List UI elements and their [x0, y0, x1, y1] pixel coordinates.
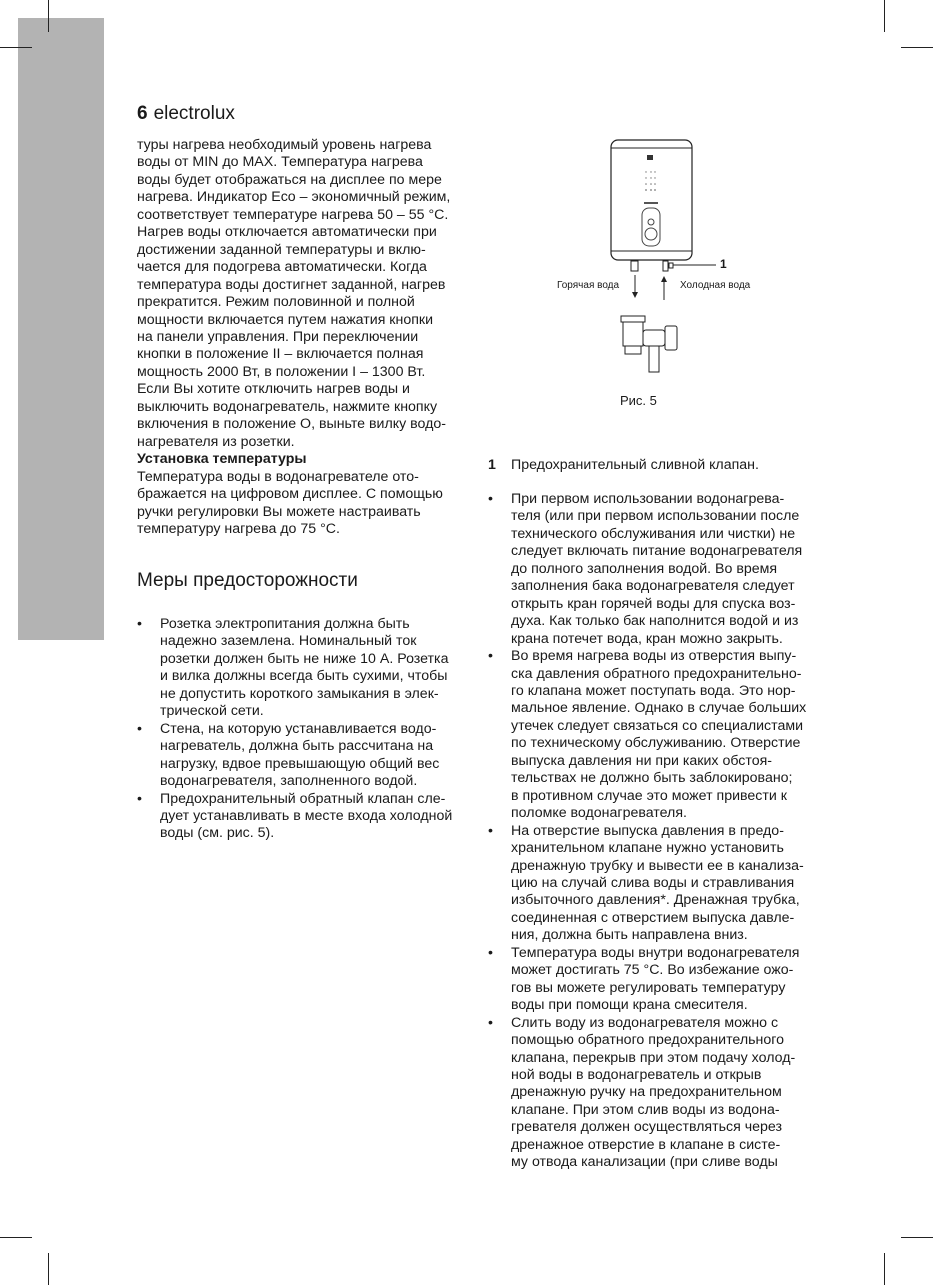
text-line: Нагрев воды отключается автоматически при	[137, 224, 437, 241]
text-line: Во время нагрева воды из отверстия выпу-	[511, 648, 797, 665]
text-line: дует устанавливать в месте входа холодной	[160, 807, 453, 824]
bullet-icon: •	[137, 720, 142, 737]
text-line: выключить водонагреватель, нажмите кнопку	[137, 398, 438, 415]
text-line: ной воды в водонагреватель и открыв	[511, 1066, 762, 1083]
list-item	[137, 616, 477, 721]
list-item	[488, 823, 828, 945]
text-line: Если Вы хотите отключить нагрев воды и	[137, 381, 410, 398]
bullet-icon: •	[488, 491, 493, 507]
list-item	[137, 721, 477, 791]
text-line: прекратится. Режим половинной и полной	[137, 294, 415, 311]
page-header	[137, 103, 235, 125]
crop-mark	[0, 1237, 32, 1238]
text-line: соответствует температуре нагрева 50 – 55 °C.	[137, 206, 449, 223]
text-line: клапана, перекрыв при этом подачу холод-	[511, 1049, 796, 1066]
text-line: нагреватель, должна быть рассчитана на	[160, 738, 434, 755]
list-item	[488, 491, 828, 648]
text-line: розетки должен быть не ниже 10 А. Розетка	[160, 650, 449, 667]
text-line: На отверстие выпуска давления в предо-	[511, 822, 784, 839]
text-line: клапане. При этом слив воды из водона-	[511, 1101, 780, 1118]
legend-number: 1	[488, 457, 496, 473]
text-line: тельствах не должно быть заблокировано;	[511, 770, 793, 787]
text-line: Предохранительный обратный клапан сле-	[160, 790, 446, 807]
text-line: надежно заземлена. Номинальный ток	[160, 633, 417, 650]
crop-mark	[48, 1253, 49, 1285]
text-line: крана потечет вода, кран можно закрыть.	[511, 630, 783, 647]
crop-mark	[901, 1237, 933, 1238]
text-line: воды при помощи крана смесителя.	[511, 997, 748, 1014]
text-line: дренажное отверстие в клапане в систе-	[511, 1136, 781, 1153]
brand-name: electrolux	[153, 103, 235, 124]
text-line: достижении заданной температуры и вклю-	[137, 241, 426, 258]
list-item	[488, 945, 828, 1015]
crop-mark	[901, 47, 933, 48]
text-line: Стена, на которую устанавливается водо-	[160, 720, 437, 737]
text-line: выпуска давления ни при каких обстоя-	[511, 752, 773, 769]
text-line: мощность 2000 Вт, в положении I – 1300 Вт.	[137, 363, 426, 380]
text-line: следует включать питание водонагревателя	[511, 543, 803, 560]
left-column-text	[137, 137, 477, 538]
text-line: Слить воду из водонагревателя можно с	[511, 1014, 779, 1031]
text-line: При первом использовании водонагрева-	[511, 491, 785, 507]
text-line: открыть кран горячей воды для спуска воз-	[511, 595, 796, 612]
text-line: Температура воды внутри водонагревателя	[511, 944, 800, 961]
text-line: температуру нагрева до 75 °C.	[137, 520, 340, 537]
figure-5	[540, 130, 780, 410]
crop-mark	[884, 0, 885, 32]
text-line: не допустить короткого замыкания в элек-	[160, 685, 439, 702]
crop-mark	[48, 0, 49, 32]
text-line: ния, должна быть направлена вниз.	[511, 927, 748, 944]
text-line: цию на случай слива воды и стравливания	[511, 874, 795, 891]
text-line: утечек следует связаться со специалистами	[511, 717, 804, 734]
text-line: дренажную трубку и вывести ее в канализа-	[511, 857, 804, 874]
legend-text: Предохранительный сливной клапан.	[511, 457, 759, 473]
usage-notes-list	[488, 491, 828, 1172]
text-line: нагревателя из розетки.	[137, 433, 295, 450]
text-line: до полного заполнения водой. Во время	[511, 560, 778, 577]
text-line: помощью обратного предохранительного	[511, 1032, 784, 1049]
text-line: избыточного давления*. Дренажная трубка,	[511, 892, 800, 909]
text-line: гревателя должен осуществляться через	[511, 1119, 782, 1136]
text-line: туры нагрева необходимый уровень нагрева	[137, 137, 432, 153]
text-line: кнопки в положение II – включается полная	[137, 346, 424, 363]
bullet-icon: •	[488, 822, 493, 839]
text-line: духа. Как только бак наполнится водой и из	[511, 613, 799, 630]
text-line: нагрева. Индикатор Eco – экономичный режим,	[137, 189, 451, 206]
list-item	[137, 791, 477, 843]
text-line: поломке водонагревателя.	[511, 805, 687, 822]
hot-water-label: Горячая вода	[557, 280, 620, 291]
page-number: 6	[137, 103, 148, 124]
text-line: дренажную ручку на предохранительном	[511, 1084, 782, 1101]
water-heater-diagram	[540, 130, 780, 410]
cold-water-label: Холодная вода	[680, 280, 751, 291]
section-title: Меры предосторожности	[137, 570, 358, 591]
text-line: гов вы можете регулировать температуру	[511, 979, 786, 996]
text-line: на панели управления. При переключении	[137, 328, 419, 345]
crop-mark	[0, 47, 32, 48]
text-line: в противном случае это может привести к	[511, 787, 787, 804]
text-line: нагрузку, вдвое превышающую общий вес	[160, 755, 440, 772]
text-line: му отвода канализации (при сливе воды	[511, 1154, 778, 1171]
bullet-icon: •	[488, 1014, 493, 1031]
text-line: по техническому обслуживанию. Отверстие	[511, 735, 801, 752]
text-line: мощности включается путем нажатия кнопки	[137, 311, 434, 328]
text-line: ручки регулировки Вы можете настраивать	[137, 503, 421, 520]
text-line: и вилка должны всегда быть сухими, чтобы	[160, 668, 448, 685]
text-line: заполнения бака водонагревателя следует	[511, 578, 795, 595]
list-item	[488, 648, 828, 823]
side-tab-band	[18, 18, 104, 640]
text-line: воды (см. рис. 5).	[160, 825, 275, 842]
text-line: водонагревателя, заполненного водой.	[160, 773, 418, 790]
text-line: хранительном клапане нужно установить	[511, 840, 784, 857]
subheading: Установка температуры	[137, 451, 307, 468]
text-line: го клапана может поступать вода. Это нор-	[511, 682, 796, 699]
text-line: соединенная с отверстием выпуска давле-	[511, 909, 795, 926]
bullet-icon: •	[488, 944, 493, 961]
text-line: Розетка электропитания должна быть	[160, 616, 410, 632]
bullet-icon: •	[137, 790, 142, 807]
text-line: ска давления обратного предохранительно-	[511, 665, 802, 682]
text-line: технического обслуживания или чистки) не	[511, 525, 796, 542]
figure-legend	[488, 457, 759, 474]
text-line: воды от MIN до MAX. Температура нагрева	[137, 154, 423, 171]
list-item	[488, 1015, 828, 1172]
text-line: включения в положение O, выньте вилку водо-	[137, 416, 446, 433]
precautions-list	[137, 616, 477, 843]
figure-caption: Рис. 5	[620, 393, 657, 408]
text-line: воды будет отображаться на дисплее по мере	[137, 171, 442, 188]
text-line: теля (или при первом использовании после	[511, 508, 800, 525]
bullet-icon: •	[137, 616, 142, 632]
bullet-icon: •	[488, 648, 493, 665]
text-line: Температура воды в водонагревателе ото-	[137, 468, 419, 485]
text-line: может достигать 75 °C. Во избежание ожо-	[511, 962, 794, 979]
crop-mark	[884, 1253, 885, 1285]
text-line: температура воды достигнет заданной, нагрев	[137, 276, 446, 293]
callout-number: 1	[720, 257, 727, 271]
text-line: чается для подогрева автоматически. Когда	[137, 259, 427, 276]
text-line: мальное явление. Однако в случае больших	[511, 700, 807, 717]
text-line: трической сети.	[160, 703, 264, 720]
text-line: бражается на цифровом дисплее. С помощью	[137, 486, 443, 503]
